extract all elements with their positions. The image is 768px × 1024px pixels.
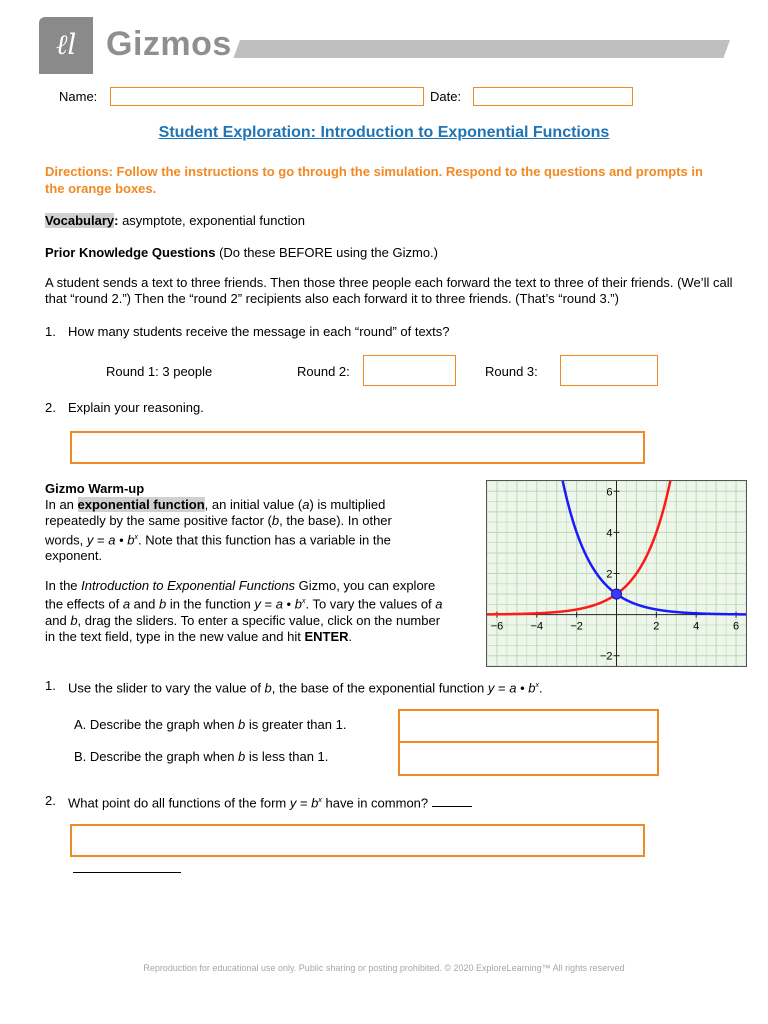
part-b-answer-box[interactable] [398, 741, 659, 776]
round2-label: Round 2: [297, 364, 350, 379]
date-field[interactable] [473, 87, 633, 106]
brand-name: Gizmos [106, 25, 232, 63]
name-field[interactable] [110, 87, 424, 106]
graph-svg [487, 481, 746, 666]
wq2-number: 2. [45, 793, 56, 808]
exponential-graph [486, 480, 747, 667]
reasoning-answer-box[interactable] [70, 431, 645, 464]
intercept-point [612, 589, 622, 599]
wq2-text: What point do all functions of the form $y = b^x$ have in common? [68, 793, 472, 811]
date-label: Date: [430, 89, 462, 104]
prior-paragraph: A student sends a text to three friends. Then those three people each forward the text to three of their friends. (We’ll call that “round 2.”) Then the “round 2” recipients also each forward it to three friends. (That’s “round 3.”) [45, 275, 733, 306]
y-tick-label: 6 [606, 486, 613, 499]
vocabulary-line: Vocabulary: asymptote, exponential function [45, 213, 305, 228]
x-tick-label: 4 [693, 620, 700, 633]
x-tick-label: −4 [530, 620, 544, 633]
x-tick-label: −6 [490, 620, 504, 633]
warmup-heading: Gizmo Warm-up [45, 481, 145, 496]
wq1-text: Use the slider to vary the value of b, the base of the exponential function y = a • $b^x$. [68, 680, 543, 696]
trailing-blank-line [73, 871, 181, 873]
vocabulary-label: Vocabulary [45, 213, 115, 228]
common-point-answer-box[interactable] [70, 824, 645, 857]
q1-number: 1. [45, 324, 56, 339]
explore-learning-logo: ℓl [55, 28, 77, 61]
x-tick-label: 2 [653, 620, 660, 633]
x-tick-label: −2 [570, 620, 583, 633]
y-tick-label: 4 [606, 527, 613, 540]
q1-text: How many students receive the message in each “round” of texts? [68, 324, 450, 339]
round1-label: Round 1: 3 people [106, 364, 213, 379]
round3-label: Round 3: [485, 364, 538, 379]
part-a-answer-box[interactable] [398, 709, 659, 743]
page-title: Student Exploration: Introduction to Exponential Functions [158, 124, 610, 141]
q2-text: Explain your reasoning. [68, 400, 204, 415]
warmup-paragraph-2: In the Introduction to Exponential Functions Gizmo, you can explore the effects of a and b in the function y = a • $b^x$. To vary the values of a and b, drag the sliders. To enter a specific value, click on the number in the text field, type in the new value and hit ENTER. [45, 578, 443, 645]
inline-blank [432, 806, 472, 807]
wq1-number: 1. [45, 678, 56, 693]
y-tick-label: 2 [606, 568, 613, 581]
directions: Directions: Follow the instructions to go through the simulation. Respond to the questions and prompts in the orange boxes. [45, 164, 703, 196]
footer-copyright: Reproduction for educational use only. Public sharing or posting prohibited. © 2020 ExploreLearning™ All rights reserved [143, 963, 625, 973]
x-tick-label: 6 [732, 620, 740, 633]
warmup-paragraph-1: In an exponential function, an initial value (a) is multiplied repeatedly by the same positive factor (b, the base). In other words, y = a • $b^x$. Note that this function has a variable in the exponent. [45, 497, 392, 564]
term-exponential-function: exponential function [77, 497, 205, 512]
prior-heading: Prior Knowledge Questions (Do these BEFORE using the Gizmo.) [45, 245, 438, 260]
q2-number: 2. [45, 400, 56, 415]
part-b-text: B. Describe the graph when b is less than 1. [74, 749, 329, 764]
header-bar [233, 40, 730, 58]
part-a-text: A. Describe the graph when b is greater than 1. [74, 717, 347, 732]
name-label: Name: [59, 89, 98, 104]
y-tick-label: −2 [599, 650, 613, 663]
round2-answer-box[interactable] [363, 355, 456, 386]
round3-answer-box[interactable] [560, 355, 658, 386]
